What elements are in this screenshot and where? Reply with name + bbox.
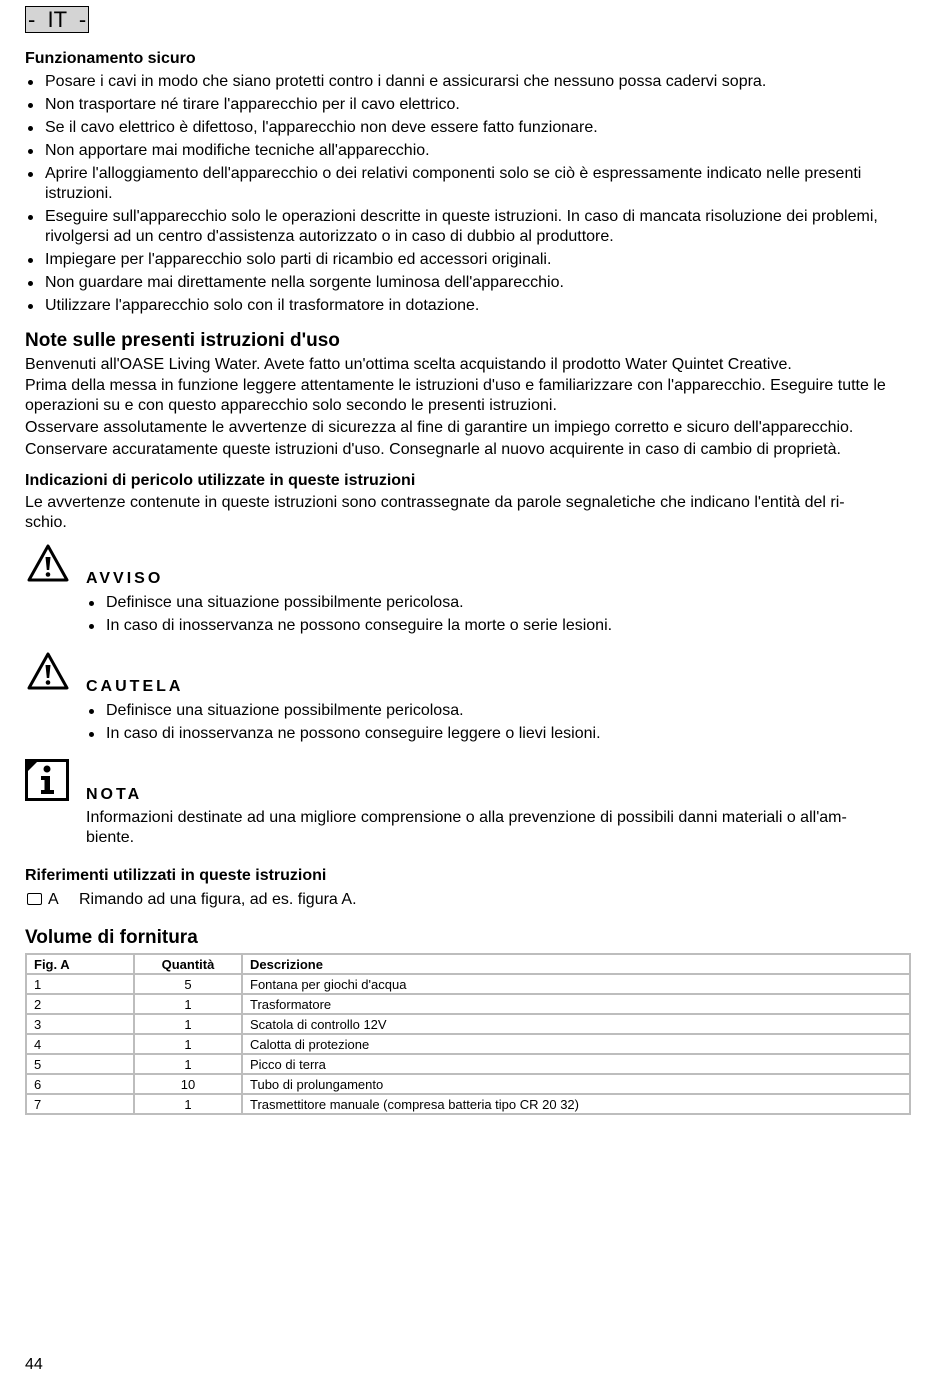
list-item: Non apportare mai modifiche tecniche all'apparecchio. bbox=[25, 141, 915, 161]
table-row bbox=[26, 1094, 910, 1114]
avviso-list bbox=[86, 593, 906, 639]
cell-description: Scatola di controllo 12V bbox=[242, 1014, 910, 1034]
cell-description: Calotta di protezione bbox=[242, 1034, 910, 1054]
notes-paragraph-1: Benvenuti all'OASE Living Water. Avete fatto un'ottima scelta acquistando il prodotto Water Quintet Creative. bbox=[25, 356, 792, 373]
list-item: In caso di inosservanza ne possono conseguire la morte o serie lesioni. bbox=[86, 616, 906, 636]
table-row bbox=[26, 1014, 910, 1034]
page-number: 44 bbox=[25, 1356, 43, 1373]
cell-description: Fontana per giochi d'acqua bbox=[242, 974, 910, 994]
figure-reference-row bbox=[27, 890, 59, 910]
table-row bbox=[26, 994, 910, 1014]
list-item: Se il cavo elettrico è difettoso, l'apparecchio non deve essere fatto funzionare. bbox=[25, 118, 915, 138]
cell-quantity: 1 bbox=[134, 1034, 242, 1054]
list-item: Utilizzare l'apparecchio solo con il trasformatore in dotazione. bbox=[25, 296, 915, 316]
notes-paragraph-4: Conservare accuratamente queste istruzioni d'uso. Consegnarle al nuovo acquirente in caso di cambio di proprietà. bbox=[25, 441, 841, 458]
cell-description: Tubo di prolungamento bbox=[242, 1074, 910, 1094]
hazard-intro-line-1: Le avvertenze contenute in queste istruzioni sono contrassegnate da parole segnaletiche che indicano l'entità del ri- bbox=[25, 494, 845, 511]
list-item: Definisce una situazione possibilmente pericolosa. bbox=[86, 593, 906, 613]
notes-paragraph-2: Prima della messa in funzione leggere attentamente le istruzioni d'uso e familiarizzare con l'apparecchio. Eseguire tutte le operazioni su e con questo apparecchio solo secondo le presenti istruzioni. bbox=[25, 377, 886, 414]
column-header-description: Descrizione bbox=[242, 954, 910, 974]
cell-description: Trasmettitore manuale (compresa batteria tipo CR 20 32) bbox=[242, 1094, 910, 1114]
cautela-list bbox=[86, 701, 906, 747]
list-item: In caso di inosservanza ne possono conseguire leggere o lievi lesioni. bbox=[86, 724, 906, 744]
table-row bbox=[26, 1034, 910, 1054]
cell-description: Picco di terra bbox=[242, 1054, 910, 1074]
list-item: Aprire l'alloggiamento dell'apparecchio o dei relativi componenti solo se ciò è espressamente indicato nelle presenti istruzioni. bbox=[25, 164, 915, 204]
list-item: Eseguire sull'apparecchio solo le operazioni descritte in queste istruzioni. In caso di mancata risoluzione dei problemi, rivolgersi ad un centro d'assistenza autorizzato o in caso di dubbio al produttore. bbox=[25, 207, 915, 247]
cell-fig: 1 bbox=[26, 974, 134, 994]
list-item: Impiegare per l'apparecchio solo parti di ricambio ed accessori originali. bbox=[25, 250, 915, 270]
nota-text-line-2: biente. bbox=[86, 829, 135, 846]
list-item: Non trasportare né tirare l'apparecchio per il cavo elettrico. bbox=[25, 95, 915, 115]
language-tag: - IT - bbox=[25, 6, 89, 33]
warning-triangle-icon bbox=[26, 543, 70, 583]
cautela-signal-word: CAUTELA bbox=[86, 678, 184, 695]
cell-fig: 2 bbox=[26, 994, 134, 1014]
safe-operation-list bbox=[25, 72, 915, 319]
cell-fig: 5 bbox=[26, 1054, 134, 1074]
column-header-quantity: Quantità bbox=[134, 954, 242, 974]
notes-paragraph-3: Osservare assolutamente le avvertenze di sicurezza al fine di garantire un impiego corretto e sicuro dell'apparecchio. bbox=[25, 419, 854, 436]
cell-fig: 6 bbox=[26, 1074, 134, 1094]
cell-quantity: 5 bbox=[134, 974, 242, 994]
table-row bbox=[26, 1054, 910, 1074]
caution-triangle-icon bbox=[26, 651, 70, 691]
safe-operation-heading: Funzionamento sicuro bbox=[25, 50, 196, 67]
notes-heading: Note sulle presenti istruzioni d'uso bbox=[25, 330, 340, 351]
cell-fig: 7 bbox=[26, 1094, 134, 1114]
supply-table bbox=[25, 953, 911, 1115]
cell-description: Trasformatore bbox=[242, 994, 910, 1014]
references-heading: Riferimenti utilizzati in queste istruzioni bbox=[25, 867, 327, 884]
list-item: Definisce una situazione possibilmente pericolosa. bbox=[86, 701, 906, 721]
column-header-fig: Fig. A bbox=[26, 954, 134, 974]
cell-quantity: 1 bbox=[134, 1014, 242, 1034]
cell-quantity: 1 bbox=[134, 994, 242, 1014]
cell-fig: 4 bbox=[26, 1034, 134, 1054]
list-item: Non guardare mai direttamente nella sorgente luminosa dell'apparecchio. bbox=[25, 273, 915, 293]
cell-quantity: 1 bbox=[134, 1094, 242, 1114]
table-row bbox=[26, 974, 910, 994]
figure-reference-text: Rimando ad una figura, ad es. figura A. bbox=[79, 891, 357, 908]
cell-quantity: 10 bbox=[134, 1074, 242, 1094]
figure-reference-letter: A bbox=[48, 891, 59, 908]
supply-heading: Volume di fornitura bbox=[25, 927, 198, 948]
table-row bbox=[26, 1074, 910, 1094]
hazard-intro-line-2: schio. bbox=[25, 514, 67, 531]
info-note-icon bbox=[25, 759, 69, 801]
nota-text-line-1: Informazioni destinate ad una migliore comprensione o alla prevenzione di possibili danni materiali o all'am- bbox=[86, 809, 847, 826]
figure-symbol-icon bbox=[27, 893, 42, 905]
cell-quantity: 1 bbox=[134, 1054, 242, 1074]
avviso-signal-word: AVVISO bbox=[86, 570, 164, 587]
list-item: Posare i cavi in modo che siano protetti contro i danni e assicurarsi che nessuno possa cadervi sopra. bbox=[25, 72, 915, 92]
hazard-heading: Indicazioni di pericolo utilizzate in queste istruzioni bbox=[25, 472, 416, 489]
cell-fig: 3 bbox=[26, 1014, 134, 1034]
nota-signal-word: NOTA bbox=[86, 786, 143, 803]
table-header-row bbox=[26, 954, 910, 974]
